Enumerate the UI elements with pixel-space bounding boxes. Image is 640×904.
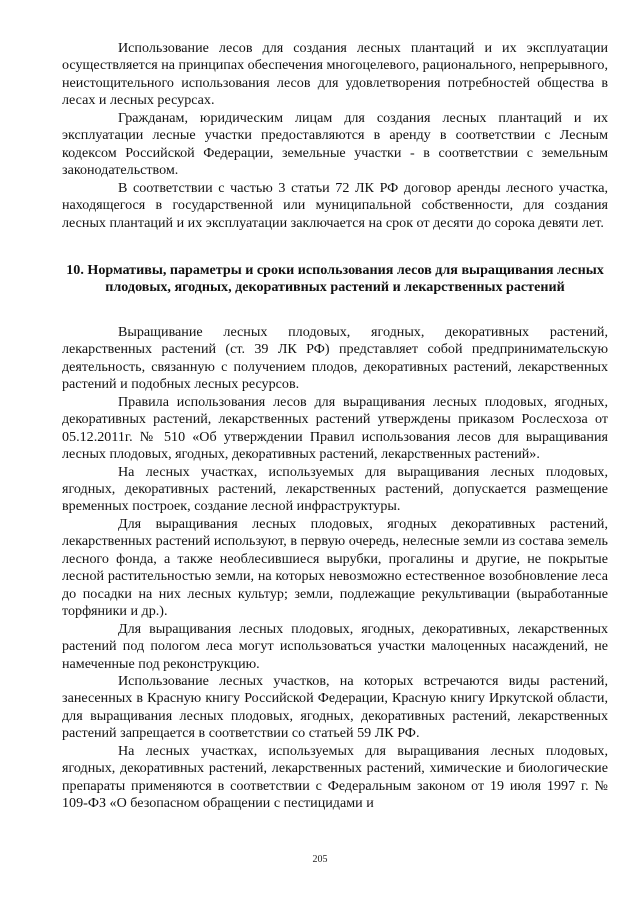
paragraph: Для выращивания лесных плодовых, ягодных декоративных растений, лекарственных растений используют, в первую очередь, нелесные земли из состава земель лесного фонда, а также необлесившиеся вырубки, прогалины и другие, не покрытые лесной растительностью земли, на которых невозможно естественное возобновление леса до посадки на них лесных культур; земли, подлежащие рекультивации (выработанные торфяники и др.).	[62, 515, 608, 620]
paragraph: Выращивание лесных плодовых, ягодных, декоративных растений, лекарственных растений (ст. 39 ЛК РФ) представляет собой предпринимательскую деятельность, связанную с получением плодов, декоративных растений, лекарственных растений и подобных лесных ресурсов.	[62, 323, 608, 393]
paragraph: Для выращивания лесных плодовых, ягодных, декоративных, лекарственных растений под пологом леса могут использоваться участки малоценных насаждений, не намеченные под реконструкцию.	[62, 620, 608, 672]
paragraph: Гражданам, юридическим лицам для создания лесных плантаций и их эксплуатации лесные участки предоставляются в аренду в соответствии с Лесным кодексом Российской Федерации, земельные участки - в соответствии с земельным законодательством.	[62, 109, 608, 179]
paragraph: Правила использования лесов для выращивания лесных плодовых, ягодных, декоративных растений, лекарственных растений утверждены приказом Рослесхоза от 05.12.2011г. № 510 «Об утверждении Правил использования лесов для выращивания лесных плодовых, ягодных, декоративных растений, лекарственных растений».	[62, 393, 608, 463]
page-number: 205	[312, 854, 328, 865]
paragraph: На лесных участках, используемых для выращивания лесных плодовых, ягодных, декоративных растений, лекарственных растений, допускается размещение временных построек, создание лесной инфраструктуры.	[62, 463, 608, 515]
paragraph: На лесных участках, используемых для выращивания лесных плодовых, ягодных, декоративных растений, лекарственных растений, химические и биологические препараты применяются в соответствии с Федеральным законом от 19 июля 1997 г. № 109-ФЗ «О безопасном обращении с пестицидами и	[62, 742, 608, 812]
paragraph: Использование лесов для создания лесных плантаций и их эксплуатации осуществляется на принципах обеспечения многоцелевого, рационального, непрерывного, неистощительного использования лесов для удовлетворения потребностей общества в лесах и лесных ресурсах.	[62, 40, 608, 109]
paragraph: Использование лесных участков, на которых встречаются виды растений, занесенных в Красную книгу Российской Федерации, Красную книгу Иркутской области, для выращивания лесных плодовых, ягодных, декоративных растений, лекарственных растений запрещается в соответствии со статьей 59 ЛК РФ.	[62, 672, 608, 742]
paragraph: В соответствии с частью 3 статьи 72 ЛК РФ договор аренды лесного участка, находящегося в государственной или муниципальной собственности, для создания лесных плантаций и их эксплуатации заключается на срок от десяти до сорока девяти лет.	[62, 179, 608, 231]
section-heading: 10. Нормативы, параметры и сроки использования лесов для выращивания лесных плодовых, ягодных, декоративных растений и лекарственных растений	[66, 261, 604, 296]
